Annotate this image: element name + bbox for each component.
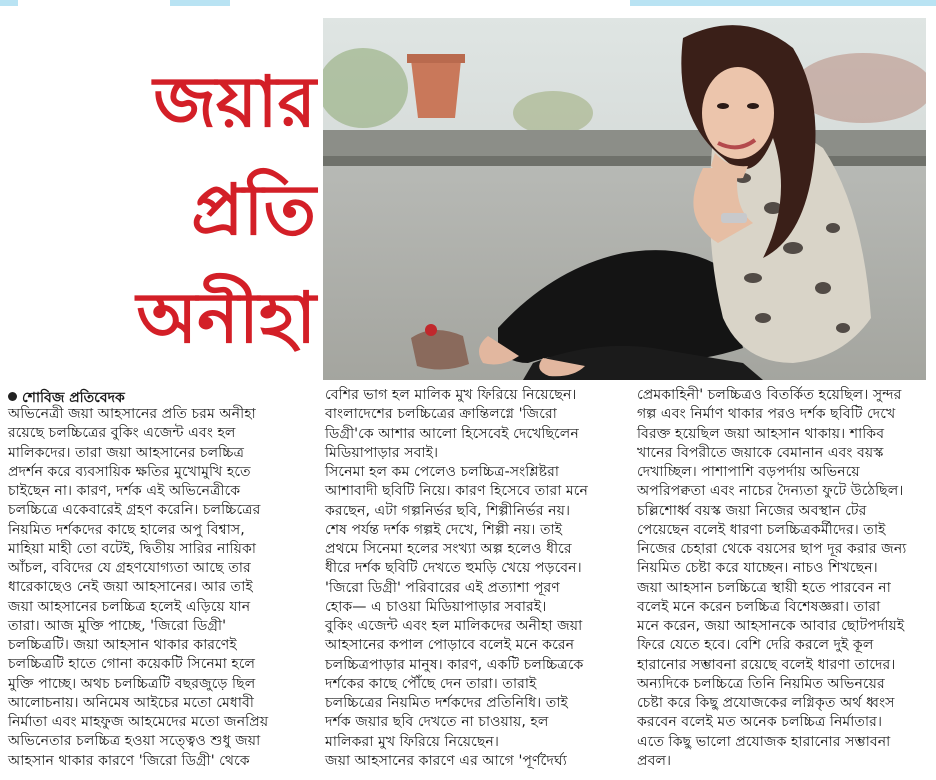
headline-line-2: প্রতি bbox=[191, 168, 316, 251]
headline-line-3: অনীহা bbox=[136, 276, 316, 359]
bullet-icon bbox=[8, 392, 17, 401]
top-decor-left bbox=[0, 0, 240, 6]
article-column-3: প্রেমকাহিনী' চলচ্চিত্রও বিতর্কিত হয়েছিল। সুন্দর গল্প এবং নির্মাণ থাকার পরও দর্শক ছবিটি দেখে বিরক্ত হয়েছিল জয়া আহসান থাকায়। শাকিব খানের বিপরীতে জয়াকে বেমানান এবং বয়স্ক দেখাচ্ছিল। পাশাপাশি বড়পর্দায় অভিনয়ে অপরিপক্বতা এবং নাচের দৈন্যতা ফুটে উঠেছিল। চল্লিশোর্ধ্ব বয়স্ক জয়া নিজের অবস্থান টের পেয়েছেন বলেই ধারণা চলচ্চিত্রকর্মীদের। তাই নিজের চেহারা থেকে বয়সের ছাপ দূর করার জন্য নিয়মিত চেষ্টা করে যাচ্ছেন। নাচও শিখছেন। জয়া আহসান চলচ্চিত্রে স্থায়ী হতে পারবেন না বলেই মনে করেন চলচ্চিত্র বিশেষজ্ঞরা। তারা মনে করেন, জয়া আহসানকে আবার ছোটপর্দায়ই ফিরে যেতে হবে। বেশি দেরি করলে দুই কূল হারানোর সম্ভাবনা রয়েছে বলেই ধারণা তাদের। অন্যদিকে চলচ্চিত্রে তিনি নিয়মিত অভিনয়ের চেষ্টা করে কিছু প্রযোজকের লগ্নিকৃত অর্থ ধ্বংস করবেন বলেই মত অনেক চলচ্চিত্র নির্মাতার। এতে কিছু ভালো প্রযোজক হারানোর সম্ভাবনা প্রবল। bbox=[637, 387, 907, 769]
headline-line-1: জয়ার bbox=[153, 60, 316, 143]
article-photo bbox=[323, 18, 926, 380]
headline bbox=[100, 48, 316, 372]
top-decor-right bbox=[630, 0, 936, 6]
article-column-2: বেশির ভাগ হল মালিক মুখ ফিরিয়ে নিয়েছেন। বাংলাদেশের চলচ্চিত্রের ক্রান্তিলগ্নে 'জিরো ডিগ্রী'কে আশার আলো হিসেবেই দেখেছিলেন মিডিয়াপাড়ার সবাই। সিনেমা হল কম পেলেও চলচ্চিত্র-সংশ্লিষ্টরা আশাবাদী ছবিটি নিয়ে। কারণ হিসেবে তারা মনে করছেন, এটা গল্পনির্ভর ছবি, শিল্পীনির্ভর নয়। শেষ পর্যন্ত দর্শক গল্পই দেখে, শিল্পী নয়। তাই প্রথমে সিনেমা হলের সংখ্যা অল্প হলেও ধীরে ধীরে দর্শক ছবিটি দেখতে হুমড়ি খেয়ে পড়বেন। 'জিরো ডিগ্রী' পরিবারের এই প্রত্যাশা পূরণ হোক— এ চাওয়া মিডিয়াপাড়ার সবারই। বুকিং এজেন্ট এবং হল মালিকদের অনীহা জয়া আহসানের কপাল পোড়াবে বলেই মনে করেন চলচ্চিত্রপাড়ার মানুষ। কারণ, একটি চলচ্চিত্রকে দর্শকের কাছে পৌঁছে দেন তারা। তারাই চলচ্চিত্রের নিয়মিত দর্শকদের প্রতিনিধি। তাই দর্শক জয়ার ছবি দেখতে না চাওয়ায়, হল মালিকরা মুখ ফিরিয়ে নিয়েছেন। জয়া আহসানের কারণে এর আগে 'পূর্ণদৈর্ঘ্য bbox=[325, 387, 588, 769]
byline-text: শোবিজ প্রতিবেদক bbox=[22, 390, 125, 406]
article-column-1: অভিনেত্রী জয়া আহসানের প্রতি চরম অনীহা রয়েছে চলচ্চিত্রের বুকিং এজেন্ট এবং হল মালিকদের। তারা জয়া আহসানের চলচ্চিত্র প্রদর্শন করে ব্যবসায়িক ক্ষতির মুখোমুখি হতে চাইছেন না। কারণ, দর্শক এই অভিনেত্রীকে চলচ্চিত্রে একেবারেই গ্রহণ করেনি। চলচ্চিত্রের নিয়মিত দর্শকদের কাছে হালের অপু বিশ্বাস, মাহিয়া মাহী তো বটেই, দ্বিতীয় সারির নায়িকা আঁচল, ববিদের যে গ্রহণযোগ্যতা আছে তার ধারেকাছেও নেই জয়া আহসানের। আর তাই জয়া আহসানের চলচ্চিত্র হলেই এড়িয়ে যান তারা। আজ মুক্তি পাচ্ছে, 'জিরো ডিগ্রী' চলচ্চিত্রটি। জয়া আহসান থাকার কারণেই চলচ্চিত্রটি হাতে গোনা কয়েকটি সিনেমা হলে মুক্তি পাচ্ছে। অথচ চলচ্চিত্রটি বছরজুড়ে ছিল আলোচনায়। অনিমেষ আইচের মতো মেধাবী নির্মাতা এবং মাহফুজ আহমেদের মতো জনপ্রিয় অভিনেতার চলচ্চিত্র হওয়া সত্ত্বেও শুধু জয়া আহসান থাকার কারণে 'জিরো ডিগ্রী' থেকে bbox=[8, 406, 269, 769]
